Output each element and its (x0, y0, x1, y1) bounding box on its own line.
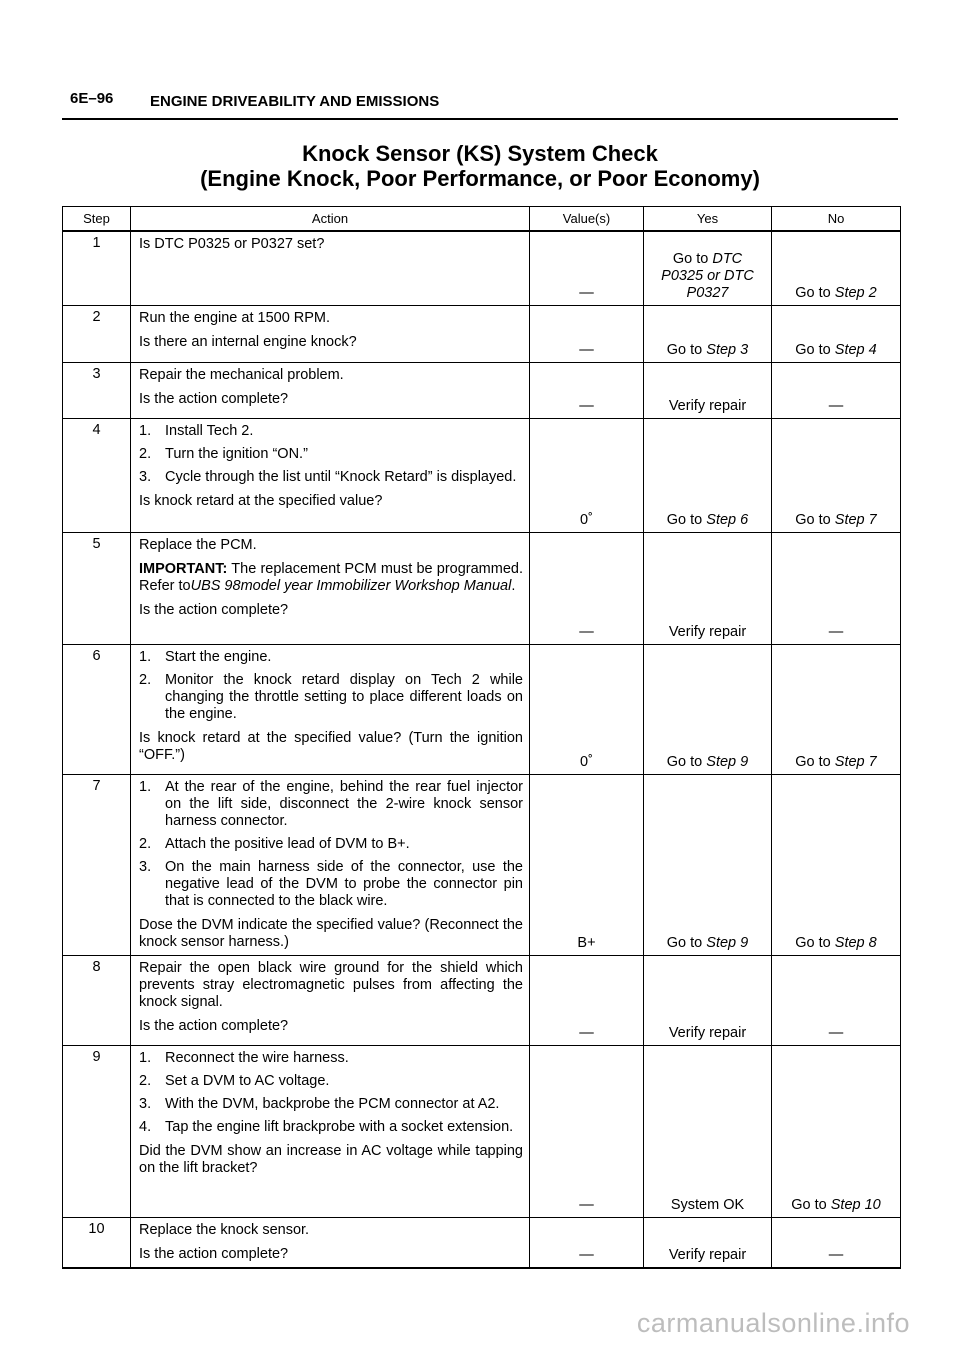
important-tail: . (511, 577, 516, 594)
no-step-reference: Step 7 (834, 753, 877, 770)
substep-number: 1. (139, 1049, 152, 1066)
yes-cell (644, 774, 772, 955)
substep-number: 2. (139, 671, 152, 688)
no-cell (772, 532, 901, 644)
no-text: Go to (795, 341, 835, 358)
value-cell: — (530, 532, 644, 644)
no-text: Go to (795, 934, 835, 951)
action-cell (131, 955, 530, 1045)
no-cell (772, 644, 901, 774)
no-cell (772, 1217, 901, 1268)
yes-text: Verify repair (668, 1246, 747, 1263)
action-text: Repair the mechanical problem. (139, 366, 344, 383)
no-text: Go to (795, 511, 835, 528)
yes-step-reference: Step 6 (706, 511, 749, 528)
value-cell: — (530, 1217, 644, 1268)
yes-cell (644, 955, 772, 1045)
yes-cell (644, 532, 772, 644)
yes-cell (644, 305, 772, 362)
yes-step-reference: Step 3 (706, 341, 749, 358)
no-cell (772, 1045, 901, 1217)
action-text: Did the DVM show an increase in AC voltage while tapping on the lift bracket? (139, 1142, 523, 1176)
column-header-action: Action (131, 207, 530, 232)
substep-number: 2. (139, 835, 152, 852)
table-row (63, 1045, 901, 1217)
substep-text: Tap the engine lift brackprobe with a socket extension. (165, 1118, 514, 1135)
table-row (63, 305, 901, 362)
step-number: 9 (63, 1045, 131, 1217)
value-cell: — (530, 305, 644, 362)
step-number: 10 (63, 1217, 131, 1268)
yes-step-reference: Step 9 (706, 753, 749, 770)
yes-text: System OK (670, 1196, 745, 1213)
table-row (63, 231, 901, 305)
action-substep-list (139, 1050, 523, 1136)
action-substep (139, 423, 523, 440)
no-text: — (828, 623, 844, 640)
yes-cell (644, 644, 772, 774)
substep-text: Set a DVM to AC voltage. (165, 1072, 330, 1089)
important-text: The replacement PCM must be programmed. Refer to (139, 560, 523, 594)
no-step-reference: Step 7 (834, 511, 877, 528)
substep-text: Install Tech 2. (165, 422, 254, 439)
action-text: Repair the open black wire ground for the shield which prevents stray electromagnetic pulses from affecting the knock signal. (139, 959, 523, 1010)
table-row (63, 362, 901, 418)
yes-text: Go to (666, 341, 707, 358)
page-number: 6E–96 (70, 90, 114, 107)
action-substep (139, 649, 523, 666)
substep-text: With the DVM, backprobe the PCM connector at A2. (165, 1095, 500, 1112)
table-row (63, 955, 901, 1045)
action-text: Is the action complete? (139, 601, 289, 618)
yes-text: Go to (666, 934, 707, 951)
substep-text: Reconnect the wire harness. (165, 1049, 349, 1066)
step-number: 8 (63, 955, 131, 1045)
yes-cell (644, 362, 772, 418)
substep-text: Start the engine. (165, 648, 272, 665)
action-substep (139, 446, 523, 463)
value-cell: — (530, 1045, 644, 1217)
action-text: Run the engine at 1500 RPM. (139, 309, 331, 326)
step-number: 1 (63, 231, 131, 305)
table-header-row (63, 207, 901, 232)
action-cell (131, 644, 530, 774)
no-step-reference: Step 2 (834, 284, 877, 301)
table-row (63, 1217, 901, 1268)
action-substep (139, 779, 523, 830)
yes-text: Go to (666, 511, 707, 528)
action-cell (131, 774, 530, 955)
yes-text: Verify repair (668, 1024, 747, 1041)
important-label: IMPORTANT: (139, 560, 228, 577)
yes-cell (644, 1217, 772, 1268)
substep-text: Cycle through the list until “Knock Retard” is displayed. (165, 468, 517, 485)
watermark: carmanualsonline.info (636, 1308, 910, 1338)
action-substep (139, 469, 523, 486)
action-substep (139, 836, 523, 853)
no-cell (772, 418, 901, 532)
value-cell: — (530, 362, 644, 418)
substep-number: 2. (139, 1072, 152, 1089)
value-cell: 0˚ (530, 644, 644, 774)
step-number: 4 (63, 418, 131, 532)
action-text: Is there an internal engine knock? (139, 333, 357, 350)
action-cell (131, 305, 530, 362)
running-title: ENGINE DRIVEABILITY AND EMISSIONS (150, 93, 440, 110)
no-step-reference: Step 10 (830, 1196, 881, 1213)
step-number: 7 (63, 774, 131, 955)
yes-cell (644, 1045, 772, 1217)
value-cell: B+ (530, 774, 644, 955)
table-row (63, 644, 901, 774)
yes-text: Verify repair (668, 623, 747, 640)
substep-number: 4. (139, 1118, 152, 1135)
page-title-line-1: Knock Sensor (KS) System Check (302, 141, 658, 166)
action-substep (139, 1096, 523, 1113)
value-cell: — (530, 231, 644, 305)
yes-step-reference: Step 9 (706, 934, 749, 951)
no-step-reference: Step 4 (834, 341, 877, 358)
page-title-line-2: (Engine Knock, Poor Performance, or Poor Economy) (200, 166, 760, 191)
manual-reference: UBS 98model year Immobilizer Workshop Manual (190, 577, 512, 594)
column-header-yes: Yes (644, 207, 772, 232)
action-cell (131, 418, 530, 532)
no-cell (772, 305, 901, 362)
value-cell: — (530, 955, 644, 1045)
no-text: Go to (791, 1196, 831, 1213)
column-header-step: Step (63, 207, 131, 232)
action-cell (131, 1217, 530, 1268)
action-text: Is the action complete? (139, 1245, 289, 1262)
no-text: Go to (795, 284, 835, 301)
substep-number: 3. (139, 468, 152, 485)
yes-cell (644, 231, 772, 305)
no-text: — (828, 397, 844, 414)
substep-text: Attach the positive lead of DVM to B+. (165, 835, 410, 852)
no-text: Go to (795, 753, 835, 770)
table-body (63, 231, 901, 1268)
action-cell (131, 231, 530, 305)
substep-text: Monitor the knock retard display on Tech 2 while changing the throttle setting to place different loads on the engine. (165, 671, 523, 722)
step-number: 6 (63, 644, 131, 774)
no-text: — (828, 1024, 844, 1041)
action-cell (131, 362, 530, 418)
yes-step-reference: DTC P0325 or DTC P0327 (661, 250, 754, 301)
column-header-no: No (772, 207, 901, 232)
step-number: 2 (63, 305, 131, 362)
action-text: Is DTC P0325 or P0327 set? (139, 236, 325, 252)
action-text: Is knock retard at the specified value? (139, 492, 383, 509)
action-cell (131, 1045, 530, 1217)
diagnostic-table (62, 206, 901, 1269)
step-number: 5 (63, 532, 131, 644)
action-text: Dose the DVM indicate the specified value? (Reconnect the knock sensor harness.) (139, 916, 523, 950)
no-cell (772, 774, 901, 955)
substep-number: 1. (139, 422, 152, 439)
substep-number: 2. (139, 445, 152, 462)
action-cell (131, 532, 530, 644)
substep-text: Turn the ignition “ON.” (165, 445, 308, 462)
substep-number: 1. (139, 778, 152, 795)
action-text: Replace the PCM. (139, 536, 257, 553)
action-text: Is knock retard at the specified value? (Turn the ignition “OFF.”) (139, 729, 523, 763)
substep-number: 3. (139, 858, 152, 875)
value-cell: 0˚ (530, 418, 644, 532)
column-header-values: Value(s) (530, 207, 644, 232)
action-substep-list (139, 649, 523, 723)
yes-cell (644, 418, 772, 532)
table-row (63, 774, 901, 955)
no-cell (772, 362, 901, 418)
action-substep (139, 1050, 523, 1067)
yes-text: Verify repair (668, 397, 747, 414)
substep-text: On the main harness side of the connector, use the negative lead of the DVM to probe the connector pin that is connected to the black wire. (165, 858, 523, 909)
yes-text: Go to (672, 250, 713, 267)
table-row (63, 418, 901, 532)
no-cell (772, 955, 901, 1045)
action-substep-list (139, 779, 523, 910)
no-cell (772, 231, 901, 305)
important-note (139, 561, 523, 595)
action-text: Is the action complete? (139, 1017, 289, 1034)
action-substep (139, 1119, 523, 1136)
substep-number: 1. (139, 648, 152, 665)
action-substep (139, 859, 523, 910)
action-substep (139, 1073, 523, 1090)
substep-text: At the rear of the engine, behind the rear fuel injector on the lift side, disconnect the 2-wire knock sensor harness connector. (165, 778, 523, 829)
action-text: Replace the knock sensor. (139, 1221, 310, 1238)
page-header (62, 88, 898, 120)
no-text: — (828, 1246, 844, 1263)
no-step-reference: Step 8 (834, 934, 877, 951)
action-substep (139, 672, 523, 723)
action-substep-list (139, 423, 523, 486)
action-text: Is the action complete? (139, 390, 289, 407)
table-row (63, 532, 901, 644)
yes-text: Go to (666, 753, 707, 770)
step-number: 3 (63, 362, 131, 418)
substep-number: 3. (139, 1095, 152, 1112)
